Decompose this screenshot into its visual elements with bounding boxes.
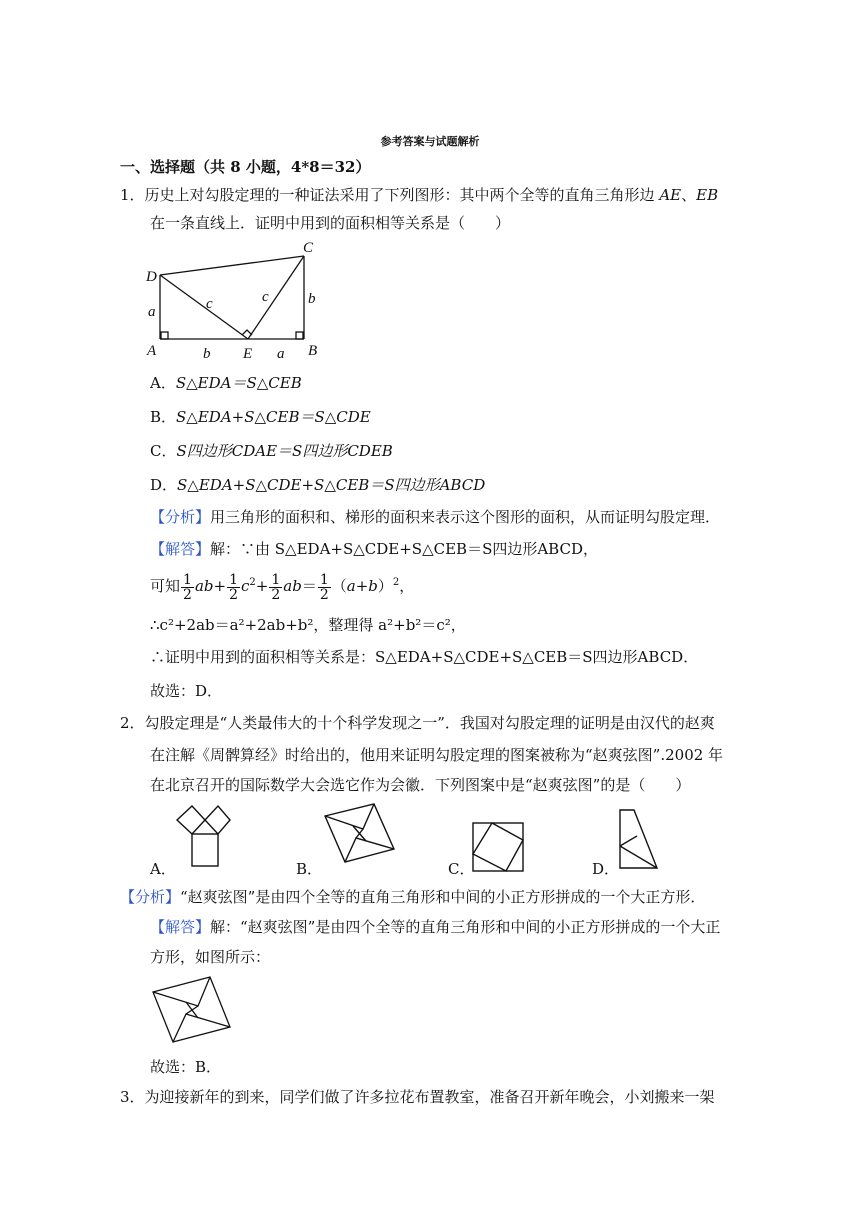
label-side-c-left: c (206, 296, 213, 312)
q2-stem-line3: 在北京召开的国际数学大会选它作为会徽．下列图案中是“赵爽弦图”的是（ ） (150, 776, 691, 794)
analysis-tag: 【分析】 (120, 888, 181, 906)
q1-option-b: B．S△EDA+S△CEB＝S△CDE (150, 408, 371, 426)
q1-number: 1． (120, 186, 145, 204)
q1-stem-line1: 1．历史上对勾股定理的一种证法采用了下列图形：其中两个全等的直角三角形边 AE、EB (120, 186, 719, 204)
choice-b-figure (320, 800, 400, 870)
label-B: B (308, 343, 318, 359)
label-E: E (243, 346, 253, 362)
q1-option-a: A．S△EDA＝S△CEB (150, 374, 302, 392)
q1-trapezoid-figure (145, 238, 325, 362)
q1-conclusion: 故选：D． (150, 682, 223, 700)
zhao-shuang-figure (148, 972, 240, 1052)
choice-d-label: D． (592, 860, 620, 878)
label-side-a-left: a (148, 304, 156, 320)
label-side-a-bottom: a (277, 346, 285, 362)
section-heading: 一、选择题（共 8 小题，4*8＝32） (120, 158, 371, 176)
q2-stem-line1: 2．勾股定理是“人类最伟大的十个科学发现之一”．我国对勾股定理的证明是由汉代的赵爽 (120, 714, 715, 732)
label-side-b-bottom: b (203, 346, 211, 362)
choice-a-label: A． (150, 860, 176, 878)
choice-c-figure (470, 820, 530, 876)
answer-tag: 【解答】 (150, 918, 211, 936)
label-side-b-right: b (308, 291, 316, 307)
q2-answer-line2: 方形，如图所示： (150, 948, 271, 966)
choice-d-figure (614, 806, 664, 872)
q2-answer-line1: 【解答】解：“赵爽弦图”是由四个全等的直角三角形和中间的小正方形拼成的一个大正 (150, 918, 721, 936)
choice-b-label: B． (296, 860, 323, 878)
choice-a-figure (172, 800, 232, 870)
label-side-c-right: c (262, 289, 269, 305)
analysis-tag: 【分析】 (150, 508, 211, 526)
q1-step2: ∴c²+2ab＝a²+2ab+b²，整理得 a²+b²＝c²， (150, 616, 466, 634)
q2-analysis: 【分析】“赵爽弦图”是由四个全等的直角三角形和中间的小正方形拼成的一个大正方形． (120, 888, 706, 906)
q1-option-d: D．S△EDA+S△CDE+S△CEB＝S四边形ABCD (150, 476, 486, 494)
q1-stem-line2: 在一条直线上．证明中用到的面积相等关系是（ ） (150, 214, 511, 232)
q3-stem-line1: 3．为迎接新年的到来，同学们做了许多拉花布置教室，准备召开新年晚会，小刘搬来一架 (120, 1088, 715, 1106)
q1-step3: ∴证明中用到的面积相等关系是：S△EDA+S△CDE+S△CEB＝S四边形ABCD． (150, 648, 699, 666)
choice-c-label: C． (448, 860, 475, 878)
q2-conclusion: 故选：B． (150, 1058, 222, 1076)
q1-answer: 【解答】解：∵由 S△EDA+S△CDE+S△CEB＝S四边形ABCD， (150, 540, 598, 558)
q1-option-c: C．S四边形CDAE＝S四边形CDEB (150, 442, 393, 460)
document-title: 参考答案与试题解析 (380, 135, 480, 148)
q1-step1: 可知 $\frac{1}{2}$ ab+ $\frac{1}{2}$ $c^2+$ $\frac{1}{2}$ ab＝ $\frac{1}{2}$ $(a+b)^2$， (150, 571, 415, 603)
q1-analysis: 【分析】用三角形的面积和、梯形的面积来表示这个图形的面积，从而证明勾股定理． (150, 508, 721, 526)
answer-tag: 【解答】 (150, 540, 211, 558)
label-D: D (146, 269, 157, 285)
label-A: A (147, 343, 157, 359)
q2-stem-line2: 在注解《周髀算经》时给出的，他用来证明勾股定理的图案被称为“赵爽弦图”.2002 年 (150, 746, 724, 764)
label-C: C (303, 240, 314, 256)
